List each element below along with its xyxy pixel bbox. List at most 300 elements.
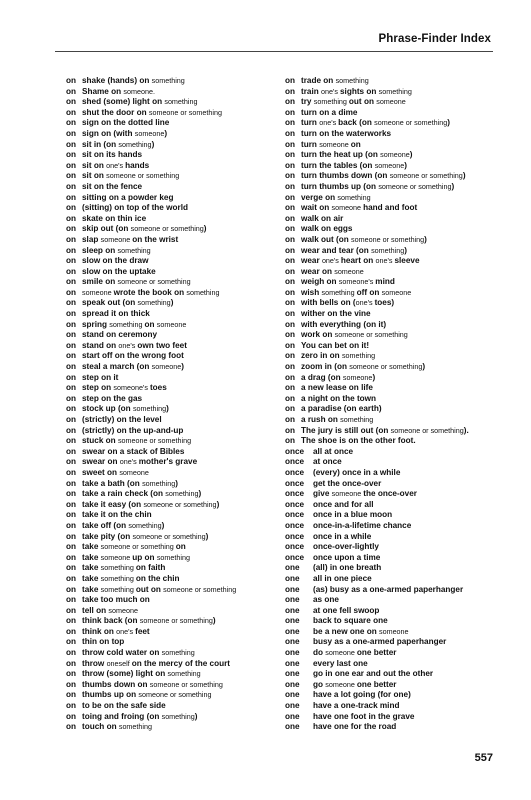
phrase-text: a paradise ( (301, 404, 347, 414)
phrase-text: back to square (313, 616, 374, 626)
phrase-text: ) (216, 499, 220, 509)
placeholder-text: something (100, 573, 136, 583)
placeholder-text: someone (325, 648, 357, 658)
phrase-text: sitting (82, 192, 109, 202)
phrase-text: -armed paperhanger (384, 584, 464, 594)
placeholder-text: something (165, 489, 199, 499)
index-entry (66, 595, 276, 606)
index-keyword: one (285, 605, 300, 615)
phrase-text: once (313, 510, 335, 520)
phrase-text: on (321, 213, 334, 223)
phrase-text: on (131, 499, 144, 509)
phrase-text: air (333, 213, 344, 223)
index-entry (66, 161, 276, 172)
placeholder-text: someone (100, 552, 133, 562)
phrase-text: zoom in ( (301, 362, 337, 372)
index-keyword: on (66, 722, 77, 732)
phrase-text: The shoe is (301, 436, 349, 446)
index-keyword: on (285, 76, 296, 85)
placeholder-text: someone (374, 160, 405, 170)
phrase-text: slow (82, 256, 103, 266)
phrase-text: on (93, 181, 107, 191)
phrase-text: a stack of Bibles (119, 446, 185, 456)
phrase-text: on (101, 393, 114, 403)
index-keyword: one (285, 573, 300, 583)
index-entry (285, 383, 495, 394)
phrase-text: train (301, 86, 322, 96)
phrase-text: ) (404, 160, 408, 170)
phrase-text: wear (301, 256, 322, 266)
index-entry (66, 426, 276, 437)
phrase-text: slow (82, 266, 103, 276)
phrase-text: wear (301, 266, 322, 276)
phrase-text: one (356, 679, 374, 689)
phrase-text: take (82, 552, 101, 562)
phrase-text: think back ( (82, 616, 128, 626)
phrase-text: foot in the grave (350, 711, 415, 721)
phrase-text: one (333, 711, 351, 721)
placeholder-text: someone's (113, 383, 150, 393)
index-entry (285, 659, 495, 670)
phrase-text: walk (301, 224, 322, 234)
placeholder-text: someone (108, 605, 138, 615)
phrase-text: thin ice (117, 213, 147, 223)
phrase-text: on (330, 393, 343, 403)
index-keyword: on (66, 690, 77, 700)
phrase-text: on (120, 531, 133, 541)
index-entry (285, 330, 495, 341)
phrase-text: on (106, 722, 119, 732)
phrase-text: skate (82, 213, 106, 223)
index-keyword: on (66, 287, 77, 297)
placeholder-text: one's (321, 256, 341, 266)
phrase-text: ) (451, 181, 455, 191)
phrase-text: ) (422, 362, 426, 372)
index-keyword: on (285, 160, 296, 170)
phrase-text: out (135, 584, 151, 594)
index-entry (66, 267, 276, 278)
index-entry (66, 680, 276, 691)
index-keyword: on (66, 372, 77, 382)
index-column-left (66, 76, 276, 733)
index-entry (66, 362, 276, 373)
placeholder-text: one's (116, 626, 136, 636)
index-keyword: on (66, 118, 77, 128)
phrase-text: wear and tear ( (301, 245, 359, 255)
index-keyword: on (285, 245, 296, 255)
index-keyword: on (66, 425, 77, 435)
placeholder-text: someone or something (334, 330, 408, 340)
index-keyword: on (66, 86, 77, 96)
phrase-text: on (114, 351, 128, 361)
placeholder-text: someone (376, 97, 406, 107)
phrase-text: on (327, 415, 341, 424)
phrase-text: have (313, 722, 334, 732)
index-keyword: one (285, 711, 300, 721)
phrase-text: stand (82, 330, 107, 340)
index-keyword: on (66, 467, 77, 477)
index-keyword: on (66, 97, 77, 107)
index-entry (285, 468, 495, 479)
index-keyword: once (285, 489, 305, 499)
placeholder-text: something (142, 478, 176, 488)
phrase-text: wither (301, 309, 328, 319)
placeholder-text: someone (380, 150, 410, 160)
phrase-text: the chin (120, 510, 152, 520)
phrase-text: thumbs down (82, 679, 138, 689)
index-entry (66, 330, 276, 341)
index-entry (66, 373, 276, 384)
phrase-text: sit in ( (82, 139, 107, 149)
index-keyword: on (66, 701, 77, 711)
index-keyword: on (285, 425, 296, 435)
phrase-text: on (101, 383, 114, 393)
phrase-text: turn (301, 107, 320, 117)
index-keyword: on (66, 489, 77, 499)
index-keyword: one (285, 637, 300, 647)
placeholder-text: one's (375, 256, 395, 266)
phrase-text: go in (313, 669, 335, 679)
phrase-text: ear and out the other (351, 669, 434, 679)
phrase-text: one (333, 573, 351, 583)
phrase-text: on (101, 372, 114, 382)
phrase-text: the gas (113, 393, 143, 403)
placeholder-text: something (378, 86, 412, 96)
placeholder-text: something (156, 552, 190, 562)
phrase-text: on (329, 351, 342, 361)
phrase-text: on (319, 107, 332, 117)
phrase-text: take a bath ( (82, 478, 130, 488)
index-entry (66, 722, 276, 733)
phrase-text: shake (hands) (82, 76, 140, 85)
placeholder-text: something (161, 711, 195, 721)
phrase-text: take too much (82, 595, 140, 605)
index-keyword: on (66, 340, 77, 350)
placeholder-text: someone or something (349, 362, 423, 372)
phrase-text: on (105, 213, 118, 223)
phrase-text: ) (175, 478, 178, 488)
phrase-text: own two feet (137, 340, 187, 350)
phrase-text: thick (130, 309, 150, 319)
placeholder-text: someone (342, 372, 373, 382)
phrase-text: be a new (313, 626, 350, 636)
phrase-text: a drag ( (301, 372, 331, 382)
index-keyword: on (66, 669, 77, 679)
index-keyword: on (66, 224, 77, 234)
index-entry (66, 479, 276, 490)
index-entry (285, 521, 495, 532)
index-keyword: on (285, 298, 296, 308)
index-keyword: once (285, 520, 305, 530)
phrase-text: sweet (82, 467, 108, 477)
phrase-text: (strictly) (82, 415, 117, 424)
index-entry (66, 394, 276, 405)
phrase-text: ) (161, 520, 165, 530)
index-entry (285, 553, 495, 564)
index-keyword: on (285, 118, 296, 128)
index-entry (285, 277, 495, 288)
index-keyword: on (66, 256, 77, 266)
placeholder-text: someone (82, 287, 114, 297)
phrase-text: on (120, 404, 133, 414)
placeholder-text: someone or something (138, 690, 212, 700)
phrase-text: the chin (148, 573, 180, 583)
phrase-text: on (107, 510, 121, 520)
index-keyword: on (285, 362, 296, 372)
index-keyword: on (285, 224, 296, 234)
phrase-text: on (366, 626, 379, 636)
placeholder-text: someone (134, 128, 165, 138)
index-keyword: on (285, 150, 296, 160)
index-entry (285, 616, 495, 627)
phrase-text: in a while (334, 531, 372, 541)
phrase-text: the mercy of the court (144, 658, 231, 668)
index-entry (285, 298, 495, 309)
index-entry (66, 468, 276, 479)
index-keyword: one (285, 669, 300, 679)
phrase-text: on (135, 563, 149, 573)
index-keyword: on (66, 531, 77, 541)
phrase-text: the fence (106, 181, 143, 191)
index-entry (285, 701, 495, 712)
phrase-text: sit (82, 150, 94, 160)
placeholder-text: something (117, 245, 151, 255)
placeholder-text: someone (100, 234, 133, 244)
phrase-text: on (149, 711, 162, 721)
placeholder-text: something (313, 97, 349, 107)
index-keyword: on (285, 393, 296, 403)
phrase-text: have a lot going (for (313, 690, 394, 700)
phrase-text: the town (342, 393, 377, 403)
index-entry (66, 563, 276, 574)
index-entry (285, 637, 495, 648)
index-entry (66, 648, 276, 659)
index-keyword: on (66, 415, 77, 424)
index-entry (285, 150, 495, 161)
phrase-text: on (366, 319, 379, 329)
phrase-text: one (369, 584, 384, 594)
phrase-text: on (101, 118, 114, 128)
placeholder-text: something (321, 287, 357, 297)
phrase-text: swear (82, 446, 108, 456)
phrase-text: the waterworks (331, 128, 392, 138)
phrase-text: it! (361, 340, 370, 350)
index-entry (285, 447, 495, 458)
phrase-text: stand (82, 340, 107, 350)
index-keyword: one (285, 690, 300, 700)
placeholder-text: something (109, 319, 145, 329)
placeholder-text: something (118, 139, 152, 149)
index-entry (285, 246, 495, 257)
phrase-text: on (99, 637, 112, 647)
phrase-text: ( (352, 298, 356, 308)
index-entry (285, 712, 495, 723)
index-keyword: one (285, 701, 300, 711)
placeholder-text: something (335, 76, 369, 85)
page-number: 557 (474, 752, 493, 764)
index-entry (285, 362, 495, 373)
phrase-text: on (101, 128, 114, 138)
phrase-text: faith (148, 563, 166, 573)
phrase-text: on (152, 97, 165, 107)
phrase-text: on (126, 690, 139, 700)
index-entry (285, 690, 495, 701)
index-entry (285, 235, 495, 246)
phrase-text: on (103, 626, 117, 636)
index-keyword: on (66, 637, 77, 647)
placeholder-text: someone or something (139, 616, 213, 626)
index-keyword: on (66, 711, 77, 721)
phrase-text: try (301, 97, 314, 107)
phrase-text: spread it (82, 309, 119, 319)
phrase-text: on (107, 446, 120, 456)
index-entry (66, 277, 276, 288)
phrase-text: -armed paperhanger (367, 637, 447, 647)
phrase-text: The jury is still out ( (301, 425, 379, 435)
index-keyword: once (285, 499, 305, 509)
placeholder-text: someone (119, 467, 149, 477)
phrase-text: fell swoop (339, 605, 380, 615)
phrase-text: on (127, 616, 140, 626)
placeholder-text: someone or something (149, 679, 223, 689)
phrase-text: the draw (114, 256, 149, 266)
phrase-text: once (313, 542, 333, 552)
index-entry (66, 383, 276, 394)
phrase-text: the uptake (114, 266, 156, 276)
index-entry (66, 118, 276, 129)
index-entry (66, 87, 276, 98)
phrase-text: have a (313, 701, 341, 711)
phrase-text: on (106, 139, 119, 149)
index-entry (285, 669, 495, 680)
index-entry (285, 563, 495, 574)
index-keyword: on (66, 499, 77, 509)
phrase-text: ) (203, 224, 207, 234)
index-entry (66, 246, 276, 257)
phrase-text: feet (135, 626, 150, 636)
index-entry (66, 298, 276, 309)
phrase-text: better (373, 648, 397, 658)
index-entry (285, 415, 495, 426)
index-keyword: on (66, 234, 77, 244)
placeholder-text: someone. (123, 86, 155, 96)
placeholder-text: someone (156, 319, 187, 329)
index-entry (66, 585, 276, 596)
phrase-text: on (105, 245, 118, 255)
placeholder-text: someone or something (378, 181, 452, 191)
phrase-text: throw (82, 658, 107, 668)
index-entry (66, 447, 276, 458)
index-entry (66, 542, 276, 553)
index-entry (285, 341, 495, 352)
index-entry (285, 373, 495, 384)
phrase-text: on (103, 701, 117, 711)
index-keyword: on (66, 616, 77, 626)
index-entry (285, 193, 495, 204)
index-entry (285, 129, 495, 140)
phrase-text: on (136, 107, 149, 117)
placeholder-text: someone (381, 287, 412, 297)
index-entry (66, 690, 276, 701)
phrase-text: take pity ( (82, 531, 121, 541)
index-keyword: on (285, 203, 296, 213)
index-entry (66, 129, 276, 140)
phrase-text: on (378, 425, 391, 435)
index-entry (66, 235, 276, 246)
phrase-text: the safe side (116, 701, 166, 711)
index-entry (66, 404, 276, 415)
placeholder-text: someone or something (390, 425, 464, 435)
phrase-text: work (301, 330, 323, 340)
phrase-text: speak out ( (82, 298, 126, 308)
placeholder-text: something (161, 648, 195, 658)
phrase-text: go (313, 679, 326, 689)
phrase-text: ) (151, 139, 155, 149)
phrase-text: sit (82, 181, 94, 191)
index-entry (285, 722, 495, 733)
placeholder-text: something (100, 584, 136, 594)
index-entry (285, 140, 495, 151)
phrase-text: (as) busy as a (313, 584, 370, 594)
index-keyword: on (285, 415, 296, 424)
phrase-text: at (313, 457, 323, 467)
phrase-text: ). (463, 425, 469, 435)
phrase-text: breath (356, 563, 382, 573)
index-keyword: on (66, 139, 77, 149)
placeholder-text: someone or something (117, 277, 191, 287)
phrase-text: have (313, 711, 334, 721)
index-entry (66, 76, 276, 87)
phrase-text: thumbs up (82, 690, 127, 700)
index-entry (285, 351, 495, 362)
placeholder-text: something (132, 404, 167, 414)
phrase-text: step (82, 372, 102, 382)
phrase-text: (with (113, 128, 135, 138)
phrase-text: on (362, 160, 375, 170)
phrase-text: on (149, 648, 162, 658)
index-keyword: on (66, 76, 77, 85)
phrase-text: one (333, 722, 351, 732)
index-entry (66, 108, 276, 119)
index-keyword: on (66, 245, 77, 255)
index-entry (66, 256, 276, 267)
phrase-text: think (82, 626, 104, 636)
index-keyword: on (66, 160, 77, 170)
placeholder-text: someone (151, 362, 182, 372)
phrase-text: smile (82, 277, 106, 287)
placeholder-text: someone or something (148, 107, 222, 117)
index-keyword: on (66, 658, 77, 668)
phrase-text: ) (198, 489, 202, 499)
phrase-text: take it easy ( (82, 499, 132, 509)
phrase-text: on (135, 573, 149, 583)
index-entry (285, 606, 495, 617)
phrase-text: the level (128, 415, 162, 424)
phrase-text: on (105, 277, 118, 287)
phrase-text: out (348, 97, 364, 107)
index-keyword: on (285, 171, 296, 181)
phrase-text: get the (313, 478, 343, 488)
index-keyword: on (66, 309, 77, 319)
index-entry (285, 457, 495, 468)
phrase-text: turn the heat up ( (301, 150, 368, 160)
placeholder-text: someone's (338, 277, 376, 287)
placeholder-text: someone (378, 626, 409, 636)
phrase-text: on (350, 139, 361, 149)
phrase-text: on (118, 309, 131, 319)
phrase-text: ceremony (118, 330, 158, 340)
index-keyword: once (285, 552, 305, 562)
